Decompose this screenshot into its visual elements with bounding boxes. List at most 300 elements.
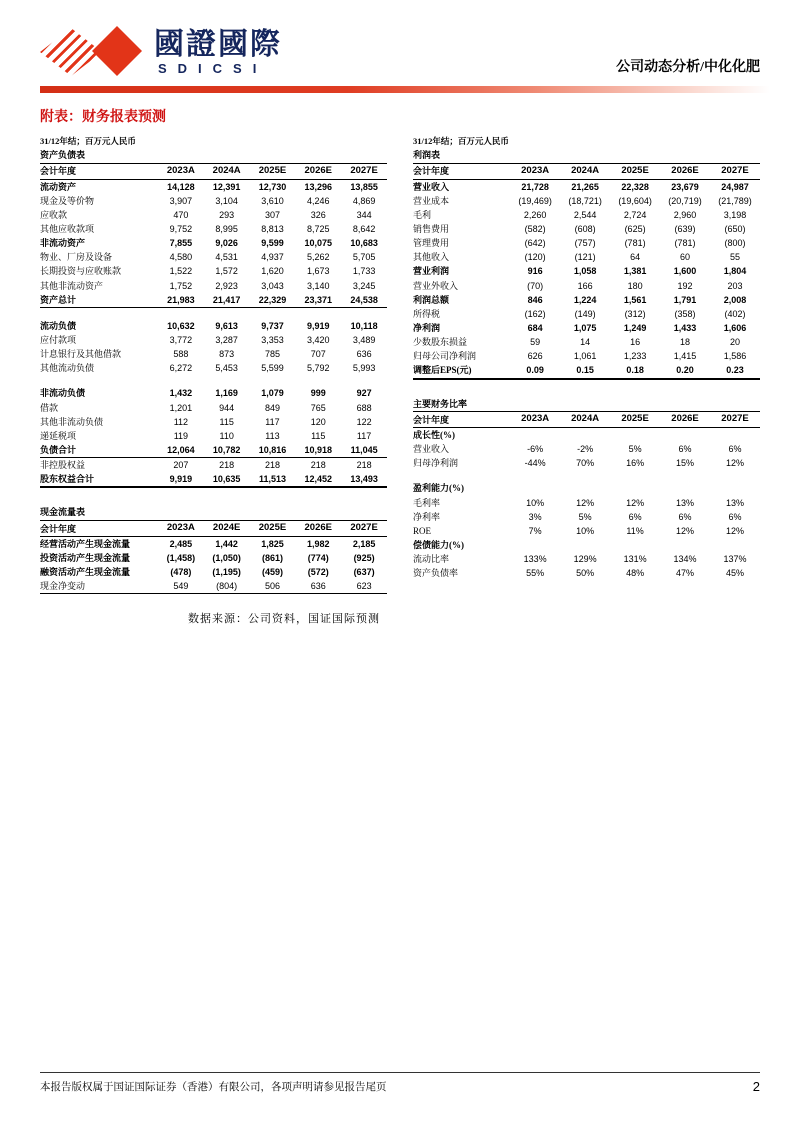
- table-row: [413, 279, 760, 293]
- table-row: [40, 536, 387, 551]
- value-cell: 1,058: [573, 266, 597, 277]
- value-cell: 120: [310, 416, 326, 427]
- value-cell: 5,792: [306, 363, 330, 374]
- column-header: 2027E: [350, 522, 378, 534]
- value-cell: (642): [524, 238, 546, 249]
- value-cell: [560, 538, 610, 552]
- value-cell: 846: [527, 294, 543, 305]
- value-cell: 9,737: [261, 320, 284, 331]
- table-row: [413, 222, 760, 236]
- value-cell: 13%: [676, 497, 695, 508]
- row-label: 其他应收款项: [40, 223, 95, 234]
- value-cell: 1,572: [215, 266, 238, 277]
- table-row: [413, 524, 760, 538]
- value-cell: 3,104: [215, 195, 238, 206]
- value-cell: 10,635: [212, 474, 241, 485]
- table-row: [40, 236, 387, 250]
- report-type-label: 公司动态分析/中化化肥: [616, 60, 760, 75]
- spacer-row: [40, 375, 387, 386]
- value-cell: 707: [310, 349, 326, 360]
- value-cell: 506: [264, 581, 280, 592]
- column-header: 2024A: [571, 413, 600, 425]
- balance-sheet-title: 资产负债表: [40, 150, 86, 161]
- value-cell: 9,026: [215, 238, 238, 249]
- footer-divider: [40, 1072, 760, 1073]
- value-cell: 11%: [626, 525, 644, 536]
- value-cell: 2,185: [352, 538, 376, 549]
- table-row: [413, 456, 760, 470]
- value-cell: [610, 481, 660, 495]
- table-row: [413, 236, 760, 250]
- row-label: 非流动资产: [40, 238, 86, 249]
- row-label: 现金净变动: [40, 581, 86, 592]
- value-cell: 10,075: [304, 238, 333, 249]
- value-cell: (312): [624, 308, 646, 319]
- table-row: [40, 279, 387, 293]
- value-cell: 999: [310, 388, 326, 399]
- value-cell: 112: [173, 416, 189, 427]
- value-cell: 59: [530, 337, 541, 348]
- value-cell: -44%: [524, 458, 546, 469]
- value-cell: 1,791: [673, 294, 697, 305]
- value-cell: 8,995: [215, 223, 238, 234]
- value-cell: 1,586: [723, 351, 747, 362]
- value-cell: 10,632: [167, 320, 195, 331]
- row-label: 应收款: [40, 209, 68, 220]
- value-cell: 3,287: [215, 334, 238, 345]
- value-cell: 5%: [578, 511, 592, 522]
- spacer: [413, 380, 760, 396]
- value-cell: (650): [724, 223, 746, 234]
- value-cell: 20: [730, 337, 741, 348]
- value-cell: 21,265: [571, 181, 599, 192]
- table-row: [413, 194, 760, 208]
- table-row: [40, 264, 387, 278]
- table-row: [40, 222, 387, 236]
- value-cell: 2,960: [673, 209, 697, 220]
- value-cell: 1,606: [723, 322, 747, 333]
- table-row: [413, 293, 760, 307]
- page-title: 附表：财务报表预测: [40, 110, 166, 125]
- column-header: 2025E: [621, 413, 649, 425]
- value-cell: 1,442: [215, 538, 238, 549]
- table-row: [40, 579, 387, 594]
- value-cell: (20,719): [668, 195, 702, 206]
- value-cell: 18: [680, 337, 691, 348]
- value-cell: 636: [356, 349, 372, 360]
- value-cell: 10,782: [212, 444, 241, 455]
- column-header: 2027E: [721, 413, 749, 425]
- income-statement-title: 利润表: [413, 150, 441, 161]
- spacer-row: [413, 470, 760, 481]
- page-number: 2: [752, 1079, 760, 1094]
- value-cell: 12%: [626, 497, 645, 508]
- value-cell: (149): [574, 308, 596, 319]
- table-row: [413, 566, 760, 580]
- value-cell: 1,224: [573, 294, 597, 305]
- row-label: 营业成本: [413, 195, 450, 206]
- footer-disclaimer: 本报告版权属于国证国际证券（香港）有限公司，各项声明请参见报告尾页: [40, 1082, 387, 1093]
- row-label: 资产负债率: [413, 568, 459, 579]
- column-header: 2025E: [621, 164, 649, 176]
- value-cell: 4,580: [169, 252, 193, 263]
- value-cell: 64: [630, 252, 641, 263]
- value-cell: 10,918: [304, 444, 333, 455]
- value-cell: 55%: [526, 568, 545, 579]
- page-header: [40, 20, 760, 80]
- value-cell: (459): [261, 567, 283, 578]
- column-header: 2024E: [212, 522, 241, 534]
- value-cell: 470: [173, 209, 189, 220]
- table-row: [413, 208, 760, 222]
- value-cell: 3,420: [306, 334, 330, 345]
- table-row: [40, 429, 387, 443]
- row-label: 物业、厂房及设备: [40, 252, 113, 263]
- value-cell: 6%: [678, 444, 692, 455]
- value-cell: [510, 481, 560, 495]
- table-row: [40, 319, 387, 333]
- value-cell: [660, 481, 710, 495]
- value-cell: 4,869: [352, 195, 376, 206]
- value-cell: 1,433: [673, 322, 697, 333]
- value-cell: 0.23: [726, 365, 744, 376]
- cash-flow-table-grid: [40, 520, 387, 594]
- cash-flow-title: 现金流量表: [40, 507, 86, 518]
- value-cell: -2%: [577, 444, 594, 455]
- value-cell: 10,118: [350, 320, 378, 331]
- row-label: 营业收入: [413, 444, 450, 455]
- table-row: [40, 293, 387, 308]
- value-cell: 2,544: [573, 209, 597, 220]
- value-cell: 22,329: [258, 294, 287, 305]
- row-label: 其他收入: [413, 252, 450, 263]
- value-cell: 6%: [728, 444, 742, 455]
- value-cell: 588: [173, 349, 189, 360]
- value-cell: 785: [264, 349, 280, 360]
- value-cell: 13,855: [350, 181, 378, 192]
- value-cell: 12%: [676, 525, 695, 536]
- column-header: 2027E: [350, 164, 378, 176]
- table-row: [40, 415, 387, 429]
- table-row: [413, 510, 760, 524]
- column-header: 会计年度: [40, 523, 77, 534]
- row-label: 其他流动负债: [40, 363, 95, 374]
- row-label: 投资活动产生现金流量: [40, 553, 131, 563]
- row-label: 成长性(%): [413, 430, 455, 441]
- logo-diamond-icon: [40, 24, 144, 80]
- value-cell: 60: [680, 252, 691, 263]
- value-cell: 122: [356, 416, 372, 427]
- value-cell: [510, 428, 560, 443]
- balance-sheet-table-grid: [40, 163, 387, 489]
- row-label: 少数股东损益: [413, 337, 468, 348]
- value-cell: 207: [173, 460, 189, 471]
- value-cell: 12%: [726, 525, 745, 536]
- value-cell: 134%: [673, 554, 697, 565]
- value-cell: 9,613: [215, 320, 238, 331]
- row-label: 非控股权益: [40, 460, 86, 471]
- header-row: [413, 412, 760, 428]
- spacer-cell: [40, 307, 387, 319]
- value-cell: 22,328: [621, 181, 649, 192]
- value-cell: 849: [264, 402, 280, 413]
- row-label: 应付款项: [40, 334, 77, 345]
- value-cell: 1,600: [673, 266, 697, 277]
- value-cell: 9,919: [169, 474, 193, 485]
- value-cell: 5,262: [306, 252, 330, 263]
- value-cell: 293: [219, 209, 235, 220]
- value-cell: 9,919: [306, 320, 330, 331]
- value-cell: 6%: [678, 511, 692, 522]
- value-cell: 4,531: [215, 252, 238, 263]
- table-row: [413, 363, 760, 378]
- row-label: ROE: [413, 525, 431, 536]
- value-cell: 7,855: [169, 238, 193, 249]
- value-cell: 11,045: [350, 444, 378, 455]
- value-cell: 12,064: [167, 444, 195, 455]
- value-cell: 55: [730, 252, 741, 263]
- value-cell: 48%: [626, 568, 645, 579]
- value-cell: (120): [524, 252, 546, 263]
- value-cell: (861): [261, 553, 283, 563]
- value-cell: 115: [219, 416, 234, 427]
- value-cell: 24,987: [721, 181, 749, 192]
- spacer: [40, 488, 387, 504]
- table-row: [413, 307, 760, 321]
- value-cell: 5%: [628, 444, 642, 455]
- value-cell: 12,391: [212, 181, 241, 192]
- spacer-cell: [413, 470, 760, 481]
- value-cell: 70%: [576, 458, 595, 469]
- value-cell: 549: [173, 581, 189, 592]
- value-cell: [710, 481, 760, 495]
- value-cell: 21,417: [212, 294, 241, 305]
- row-label: 偿债能力(%): [413, 540, 464, 550]
- page-footer: [40, 1072, 760, 1094]
- value-cell: [660, 538, 710, 552]
- right-column: [413, 136, 760, 626]
- value-cell: [660, 428, 710, 443]
- value-cell: 623: [356, 581, 372, 592]
- value-cell: 10,683: [350, 238, 378, 249]
- column-header: 2023A: [521, 413, 550, 425]
- value-cell: [560, 481, 610, 495]
- value-cell: 307: [264, 209, 280, 220]
- ratios-table: [413, 411, 760, 580]
- value-cell: 113: [265, 430, 280, 441]
- row-label: 所得税: [413, 308, 441, 319]
- value-cell: 8,642: [352, 223, 376, 234]
- value-cell: 3,043: [261, 280, 284, 291]
- value-cell: (925): [353, 553, 375, 563]
- value-cell: (70): [527, 280, 544, 291]
- value-cell: (582): [524, 223, 546, 234]
- value-cell: 3,907: [169, 195, 193, 206]
- value-cell: 3,245: [352, 280, 376, 291]
- table-row: [40, 443, 387, 458]
- value-cell: 1,673: [306, 266, 330, 277]
- table-row: [413, 250, 760, 264]
- value-cell: (19,604): [618, 195, 652, 206]
- value-cell: 5,599: [261, 363, 284, 374]
- value-cell: 3,489: [352, 334, 376, 345]
- value-cell: 13%: [726, 497, 745, 508]
- value-cell: 1,733: [352, 266, 376, 277]
- value-cell: 1,249: [623, 322, 647, 333]
- table-row: [413, 321, 760, 335]
- value-cell: (800): [724, 238, 746, 249]
- value-cell: 129%: [573, 554, 597, 565]
- balance-sheet-table: [40, 163, 387, 489]
- value-cell: 166: [577, 280, 593, 291]
- row-label: 利润总额: [413, 294, 450, 305]
- row-label: 调整后EPS(元): [413, 365, 472, 376]
- value-cell: 21,983: [167, 294, 195, 305]
- value-cell: (639): [674, 223, 696, 234]
- brand-logo: [40, 24, 282, 80]
- value-cell: 5,453: [215, 363, 238, 374]
- value-cell: 1,415: [673, 351, 697, 362]
- spacer-cell: [40, 375, 387, 386]
- column-header: 2026E: [671, 413, 699, 425]
- value-cell: 636: [310, 581, 326, 592]
- income-statement-table: [413, 163, 760, 380]
- value-cell: 21,728: [521, 181, 549, 192]
- value-cell: (121): [574, 252, 596, 263]
- logo-stripes-icon: [40, 28, 102, 76]
- value-cell: 1,522: [169, 266, 193, 277]
- column-header: 2026E: [304, 164, 332, 176]
- left-column: [40, 136, 387, 626]
- value-cell: 12%: [576, 497, 595, 508]
- value-cell: 0.09: [526, 365, 544, 376]
- value-cell: (21,789): [718, 195, 752, 206]
- value-cell: 7%: [528, 525, 542, 536]
- value-cell: 1,075: [573, 322, 597, 333]
- table-row: [413, 552, 760, 566]
- value-cell: 1,432: [169, 388, 193, 399]
- column-header: 2023A: [166, 522, 195, 534]
- table-row: [413, 538, 760, 552]
- value-cell: 45%: [726, 568, 745, 579]
- value-cell: 117: [265, 416, 280, 427]
- column-header: 2023A: [166, 164, 195, 176]
- row-label: 其他非流动负债: [40, 416, 104, 427]
- value-cell: 10%: [526, 497, 545, 508]
- value-cell: 16%: [626, 458, 645, 469]
- row-label: 计息银行及其他借款: [40, 349, 122, 360]
- value-cell: 344: [356, 209, 372, 220]
- value-cell: 8,725: [306, 223, 330, 234]
- row-label: 资产总计: [40, 294, 77, 305]
- row-label: 归母净利润: [413, 458, 459, 469]
- footer-row: [40, 1079, 760, 1094]
- value-cell: 626: [527, 351, 543, 362]
- value-cell: 203: [727, 280, 743, 291]
- header-row: [40, 163, 387, 179]
- value-cell: 218: [310, 460, 326, 471]
- value-cell: 1,169: [215, 388, 238, 399]
- income-statement-table-grid: [413, 163, 760, 380]
- value-cell: 119: [173, 430, 189, 441]
- value-cell: 47%: [676, 568, 695, 579]
- table-row: [40, 472, 387, 487]
- row-label: 盈利能力(%): [413, 483, 464, 494]
- value-cell: 1,804: [723, 266, 747, 277]
- table-row: [413, 335, 760, 349]
- column-header: 2023A: [521, 164, 550, 176]
- ratios-table-grid: [413, 411, 760, 580]
- table-row: [40, 333, 387, 347]
- value-cell: 13,493: [350, 474, 378, 485]
- column-header: 2025E: [258, 164, 287, 176]
- value-cell: 916: [527, 266, 543, 277]
- column-header: 2024A: [212, 164, 241, 176]
- value-cell: (358): [674, 308, 696, 319]
- value-cell: 927: [356, 388, 372, 399]
- row-label: 归母公司净利润: [413, 351, 477, 362]
- value-cell: 2,260: [523, 209, 547, 220]
- table-row: [413, 349, 760, 363]
- value-cell: 6,272: [169, 363, 193, 374]
- value-cell: (402): [724, 308, 746, 319]
- value-cell: 180: [627, 280, 643, 291]
- value-cell: 3%: [528, 511, 542, 522]
- row-label: 营业利润: [413, 266, 450, 277]
- value-cell: (781): [674, 238, 696, 249]
- value-cell: 10%: [576, 525, 595, 536]
- value-cell: 0.15: [576, 365, 594, 376]
- value-cell: 15%: [676, 458, 695, 469]
- table-columns: [40, 136, 760, 626]
- value-cell: 2,485: [169, 538, 193, 549]
- value-cell: 6%: [628, 511, 642, 522]
- column-header: 2024A: [571, 164, 600, 176]
- value-cell: 16: [630, 337, 641, 348]
- value-cell: (804): [216, 581, 238, 592]
- value-cell: 23,371: [304, 294, 333, 305]
- brand-name-cn: 國證國際: [154, 27, 282, 61]
- value-cell: 873: [219, 349, 235, 360]
- cash-flow-table: [40, 520, 387, 594]
- value-cell: 218: [264, 460, 280, 471]
- value-cell: 3,140: [306, 280, 330, 291]
- right-unit-note: 31/12年结；百万元人民币: [413, 136, 509, 146]
- column-header: 会计年度: [413, 414, 450, 425]
- header-row: [40, 521, 387, 537]
- table-row: [413, 264, 760, 278]
- table-row: [40, 458, 387, 473]
- row-label: 流动比率: [413, 554, 450, 565]
- value-cell: 5,705: [352, 252, 376, 263]
- row-label: 融资活动产生现金流量: [40, 567, 131, 578]
- column-header: 2026E: [304, 522, 332, 534]
- value-cell: 24,538: [350, 294, 378, 305]
- row-label: 毛利率: [413, 497, 441, 508]
- logo-solid-diamond-icon: [92, 26, 142, 76]
- column-header: 2025E: [258, 522, 287, 534]
- row-label: 营业外收入: [413, 280, 459, 291]
- value-cell: 944: [219, 402, 235, 413]
- table-row: [40, 386, 387, 400]
- table-row: [40, 179, 387, 194]
- table-row: [413, 481, 760, 495]
- table-row: [413, 179, 760, 194]
- value-cell: (1,195): [212, 567, 241, 578]
- value-cell: (781): [624, 238, 646, 249]
- table-row: [40, 565, 387, 579]
- value-cell: (637): [353, 567, 375, 578]
